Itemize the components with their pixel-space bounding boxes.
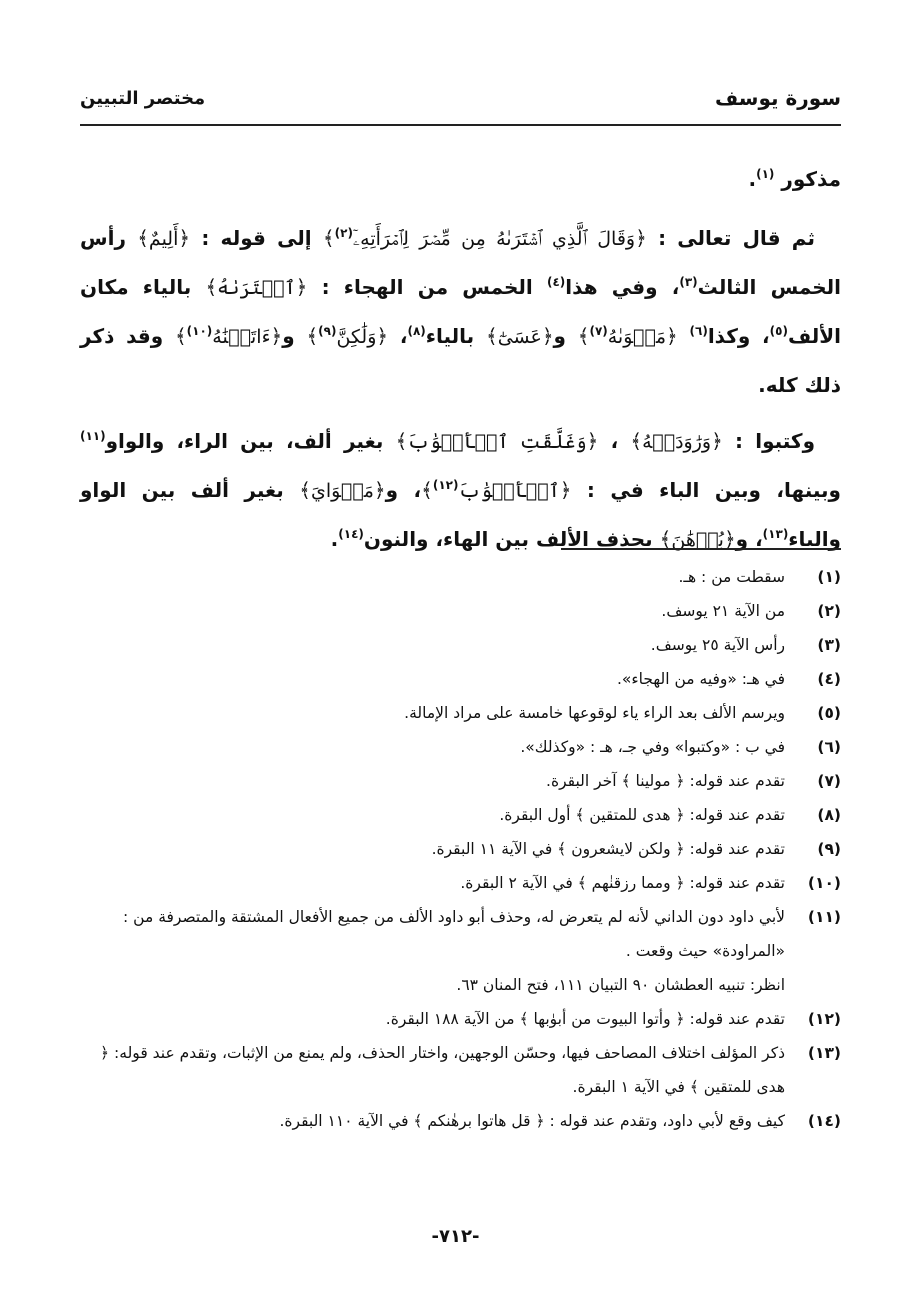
text-run: و (282, 324, 295, 348)
quran-quote: ٱلۡأَبۡوَٰبَ (458, 480, 560, 502)
quran-quote: أَلِيمٌ (148, 228, 179, 250)
paragraph-1: مذكور $^{(١)}$. (748, 167, 841, 191)
footnote (80, 594, 841, 628)
footnote-ref: (٧) (589, 324, 608, 338)
footnote-text: من الآية ٢١ يوسف. (661, 602, 785, 620)
footnote-number: (٢) (817, 602, 841, 620)
text-run: رأس الخمس الثالث (80, 226, 842, 299)
footnote-ref: (٣) (679, 275, 698, 289)
footnote-number: (٨) (817, 806, 841, 824)
footnote (80, 764, 841, 798)
footnote-text: سقطت من : هـ. (678, 568, 785, 586)
text-run: وكتبوا : (735, 429, 815, 453)
footnote (80, 1104, 841, 1138)
footnote-number: (٣) (817, 636, 841, 654)
footnote-text: ويرسم الألف بعد الراء ياء لوقوعها خامسة على مراد الإمالة. (404, 704, 785, 722)
page-number: -٧١٢- (431, 1226, 480, 1247)
quran-quote: مَثۡوَايَ (310, 480, 374, 502)
text-run: و (553, 324, 566, 348)
footnote-text: تقدم عند قوله: ﴿ مولينا ﴾ آخر البقرة. (546, 772, 785, 790)
text-run: الخمس من الهجاء : (321, 275, 533, 299)
text-run: ، وكذا (707, 324, 770, 348)
footnote-text: كيف وقع لأبي داود، وتقدم عند قوله : ﴿ قل هاتوا برهٰنكم ﴾ في الآية ١١٠ البقرة. (279, 1112, 785, 1130)
text-run: . (330, 527, 339, 551)
footnotes (80, 560, 841, 1138)
text-run: بغير ألف بين الواو والياء (80, 478, 841, 551)
footnote-number: (١٢) (807, 1010, 841, 1028)
text-run: ، و (385, 478, 422, 502)
footnote-number: (٩) (817, 840, 841, 858)
footnote-ref: (٥) (769, 324, 788, 338)
footnote (80, 662, 841, 696)
text-run: مذكور (781, 167, 841, 191)
footnote-ref: (٢) (334, 226, 353, 240)
footnote-text: تقدم عند قوله: ﴿ هدى للمتقين ﴾ أول البقرة. (499, 806, 785, 824)
footnote-number: (٧) (817, 772, 841, 790)
text-run: بحذف الألف بين الهاء، والنون (363, 527, 653, 551)
footnote-ref: (١٠) (186, 324, 213, 338)
footnote (80, 1002, 841, 1036)
footnote-text: تقدم عند قوله: ﴿ ولكن لايشعرون ﴾ في الآية ١١ البقرة. (431, 840, 785, 858)
quran-quote: ٱشۡتَرَىٰهُ (217, 277, 296, 299)
footnote-ref: (١٢) (432, 478, 459, 492)
footnote (80, 900, 841, 968)
footnote-ref: (١٤) (338, 527, 364, 541)
quran-quote: وَغَلَّقَتِ ٱلۡأَبۡوَٰبَ (407, 431, 587, 453)
footnote-ref: (١) (756, 167, 775, 181)
footnote-number: (٦) (817, 738, 841, 756)
paragraph-2: ثم قال تعالى : ﴿وَقَالَ ٱلَّذِي ٱشۡتَرَىٰهُ مِن مِّصۡرَ لِٱمۡرَأَتِهِۦٓ$^{(٢)}$﴾ إلى قوله : ﴿أَلِيمٌ﴾ رأس الخمس الثالث$^{(٣)}$، وفي هذا$^{(٤)}$ الخمس من الهجاء : ﴿ٱشۡتَرَىٰهُ﴾ بالياء مكان الألف$^{(٥)}$، وكذا$^{(٦)}$ ﴿مَثۡوَىٰهُ$^{(٧)}$﴾ و﴿عَسَىٰٓ﴾ بالياء$^{(٨)}$، ﴿وَلَٰكِنَّ$^{(٩)}$﴾ و﴿ءَاتَيۡنَٰهُ$^{(١٠)}$﴾ وقد ذكر ذلك كله. (80, 226, 842, 397)
text-run: وقد ذكر ذلك كله. (80, 324, 841, 397)
quran-quote: مَثۡوَىٰهُ (607, 326, 667, 348)
paragraph-3: وكتبوا : ﴿وَرَٰوَدَتۡهُ﴾ ، ﴿وَغَلَّقَتِ ٱلۡأَبۡوَٰبَ﴾ بغير ألف، بين الراء، والواو$^{(١١)}$ وبينها، وبين الباء في : ﴿ٱلۡأَبۡوَٰبَ$^{(١٢)}$﴾، و﴿مَثۡوَايَ﴾ بغير ألف بين الواو والياء$^{(١٣)}$، و﴿بُرۡهَٰنَ﴾ بحذف الألف بين الهاء، والنون$^{(١٤)}$. (80, 429, 841, 551)
footnote (80, 628, 841, 662)
footnote-text: ذكر المؤلف اختلاف المصاحف فيها، وحسّن الوجهين، واختار الحذف، ولم يمنع من الإثبات، وتقدم عند قوله: ﴿ هدى للمتقين ﴾ في الآية ١ البقرة. (100, 1044, 785, 1096)
footnote-number: (١٠) (807, 874, 841, 892)
footnote-ref: (١١) (80, 429, 106, 443)
quran-quote: وَرَٰوَدَتۡهُ (642, 431, 712, 453)
text-run: ، (399, 324, 408, 348)
footnote-number: (١١) (807, 908, 841, 926)
running-header-surah: سورة يوسف (714, 86, 841, 110)
text-run: بالياء (425, 324, 475, 348)
quran-quote: وَقَالَ ٱلَّذِي ٱشۡتَرَىٰهُ مِن مِّصۡرَ لِٱمۡرَأَتِهِۦٓ (352, 228, 636, 250)
footnote-ref: (٤) (546, 275, 566, 289)
text-run: ثم قال تعالى : (658, 226, 815, 250)
footnote-continuation: انظر: تنبيه العطشان ٩٠ التبيان ١١١، فتح المنان ٦٣. (456, 976, 785, 994)
footnote (80, 730, 841, 764)
footnote-ref: (١٣) (762, 527, 789, 541)
quran-quote: ءَاتَيۡنَٰهُ (212, 326, 271, 348)
footnote-text: لأبي داود دون الداني لأنه لم يتعرض له، وحذف أبو داود الألف من جميع الأفعال المشتقة والمتصرفة من : «المراودة» حيث وقعت . (123, 908, 785, 960)
quran-quote: بُرۡهَٰنَ (671, 529, 724, 551)
quran-quote: وَلَٰكِنَّ (336, 326, 377, 348)
header-rule (80, 124, 841, 126)
footnote-number: (١٣) (807, 1044, 841, 1062)
footnote (80, 1036, 841, 1104)
footnote-text: تقدم عند قوله: ﴿ وأتوا البيوت من أبوٰبها ﴾ من الآية ١٨٨ البقرة. (385, 1010, 785, 1028)
footnote-ref: (٩) (318, 324, 337, 338)
footnote-text: في ب : «وكتبوا» وفي جـ، هـ : «وكذلك». (520, 738, 785, 756)
text-run: ، (610, 429, 619, 453)
footnote-text: رأس الآية ٢٥ يوسف. (650, 636, 785, 654)
running-header-book: مختصر التبيين (80, 88, 206, 109)
footnote (80, 560, 841, 594)
quran-quote: عَسَىٰٓ (497, 326, 542, 348)
footnote-text: تقدم عند قوله: ﴿ ومما رزقنٰهم ﴾ في الآية ٢ البقرة. (460, 874, 785, 892)
footnote-separator (561, 548, 841, 550)
footnote-ref: (٨) (407, 324, 426, 338)
footnote-number: (١٤) (807, 1112, 841, 1130)
footnote-number: (٤) (817, 670, 841, 688)
footnote (80, 866, 841, 900)
text-run: إلى قوله : (201, 226, 312, 250)
footnote (80, 798, 841, 832)
footnote-text: في هـ: «وفيه من الهجاء». (616, 670, 785, 688)
footnote (80, 696, 841, 730)
text-run: بالياء مكان الألف (80, 275, 842, 348)
text-run: بغير ألف، بين الراء، والواو (105, 429, 384, 453)
footnote-number: (٥) (817, 704, 841, 722)
footnote-ref: (٦) (689, 324, 708, 338)
footnote (80, 832, 841, 866)
text-run: ، وفي هذا (565, 275, 680, 299)
text-run: وبينها، وبين الباء في : (586, 478, 841, 502)
footnote-number: (١) (817, 568, 841, 586)
main-text (80, 156, 841, 575)
text-run: ، و (735, 527, 763, 551)
